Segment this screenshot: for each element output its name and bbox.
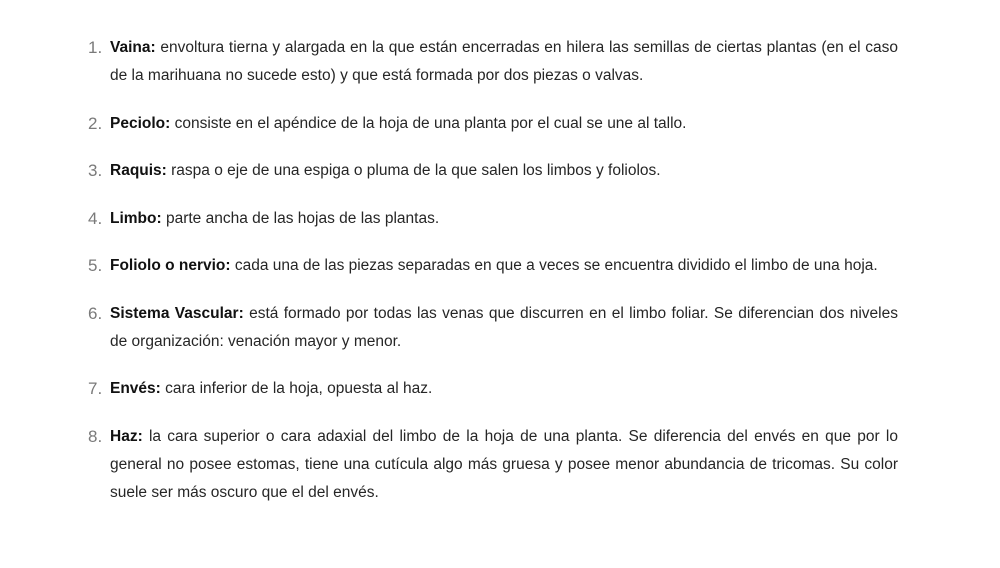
list-item: [88, 34, 898, 90]
list-item-number: 7.: [88, 379, 103, 398]
list-item-definition: la cara superior o cara adaxial del limbo de la hoja de una planta. Se diferencia del envés en que por lo general no posee estomas, tiene una cutícula algo más gruesa y posee menor abundancia de tricomas. Su color suele ser más oscuro que el del envés.: [110, 427, 898, 501]
list-item: [88, 375, 898, 403]
list-item-number: 6.: [88, 303, 103, 323]
list-item: [88, 423, 898, 507]
list-item-number: 3.: [88, 161, 103, 180]
list-item-definition: parte ancha de las hojas de las plantas.: [161, 209, 440, 227]
list-item-definition: consiste en el apéndice de la hoja de una planta por el cual se une al tallo.: [170, 114, 687, 132]
list-item-number: 8.: [88, 426, 103, 446]
list-item-term: Limbo:: [110, 209, 162, 227]
list-item-number: 4.: [88, 208, 103, 228]
list-item-definition: raspa o eje de una espiga o pluma de la que salen los limbos y foliolos.: [166, 162, 661, 179]
glossary-list: [88, 34, 898, 507]
list-item-definition: cada una de las piezas separadas en que a veces se encuentra dividido el limbo de una hoja.: [230, 257, 878, 274]
list-item-number: 1.: [88, 38, 103, 57]
list-item: [88, 205, 898, 233]
list-item-term: Raquis:: [110, 162, 167, 179]
list-item-term: Haz:: [110, 427, 143, 445]
list-item-term: Vaina:: [110, 39, 156, 56]
article-content: [88, 34, 898, 526]
list-item: [88, 252, 898, 280]
list-item-term: Foliolo o nervio:: [110, 257, 231, 274]
list-item: [88, 300, 898, 356]
list-item-term: Sistema Vascular:: [110, 304, 244, 322]
list-item-definition: cara inferior de la hoja, opuesta al haz.: [160, 380, 433, 397]
list-item-number: 5.: [88, 256, 103, 275]
list-item-definition: envoltura tierna y alargada en la que están encerradas en hilera las semillas de ciertas plantas (en el caso de la marihuana no sucede esto) y que está formada por dos piezas o valvas.: [110, 39, 898, 84]
list-item-number: 2.: [88, 113, 103, 133]
list-item: [88, 157, 898, 185]
list-item-term: Envés:: [110, 380, 161, 397]
list-item-term: Peciolo:: [110, 114, 171, 132]
list-item-definition: está formado por todas las venas que discurren en el limbo foliar. Se diferencian dos niveles de organización: venación mayor y menor.: [110, 304, 898, 350]
list-item: [88, 110, 898, 138]
